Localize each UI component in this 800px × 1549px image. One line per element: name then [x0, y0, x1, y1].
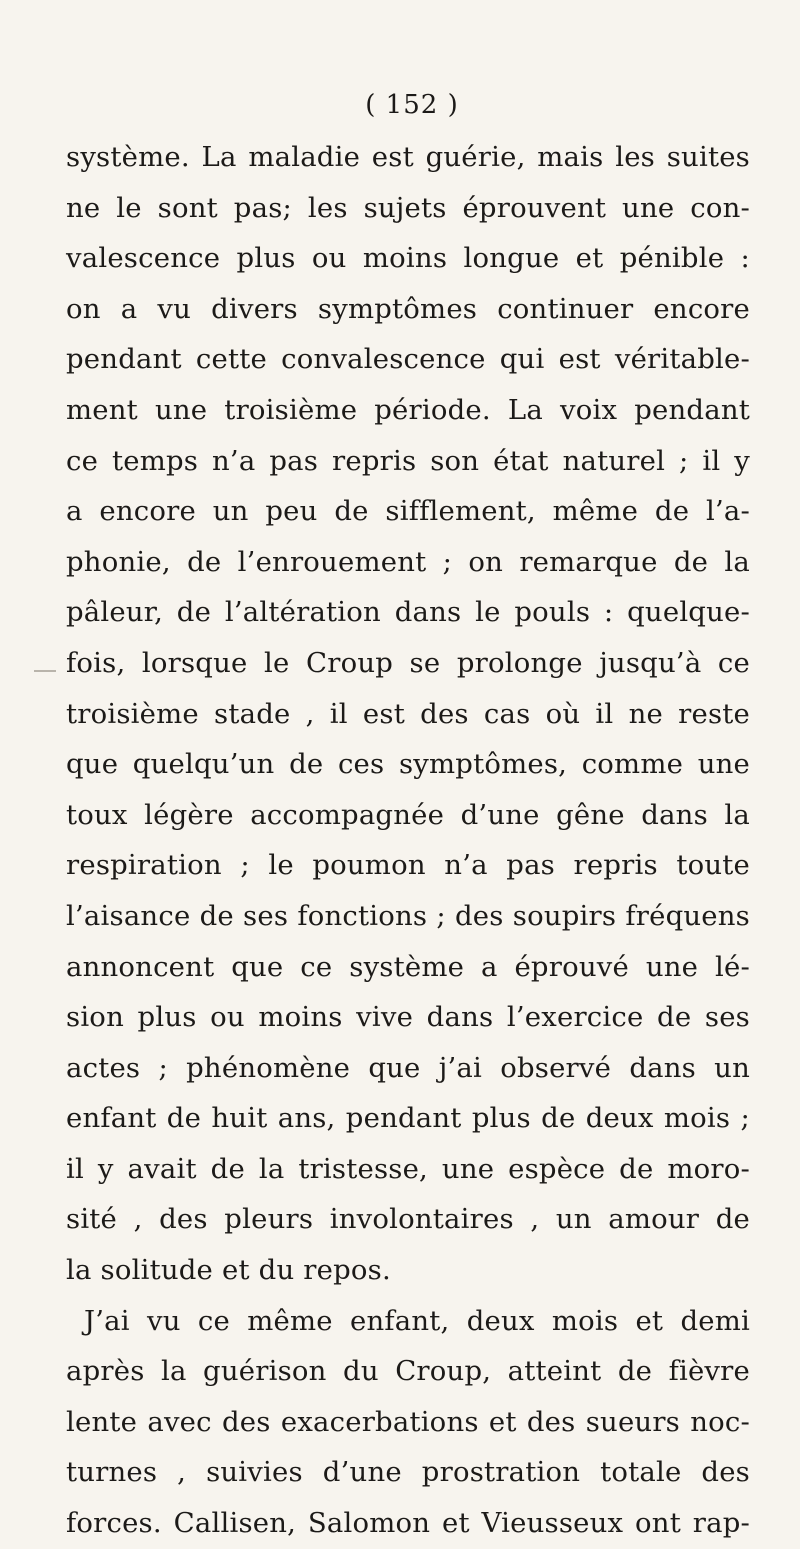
- text-line-19: actes ; phénomène que j’ai observé dans un: [66, 1051, 750, 1084]
- text-line-5: pendant cette convalescence qui est véritable-: [66, 343, 750, 376]
- text-line-24: J’ai vu ce même enfant, deux mois et demi: [84, 1304, 750, 1337]
- text-line-11: fois, lorsque le Croup se prolonge jusqu’à ce: [66, 646, 750, 679]
- text-line-12: troisième stade , il est des cas où il ne reste: [66, 697, 750, 730]
- margin-mark: [34, 670, 56, 672]
- text-line-26: lente avec des exacerbations et des sueurs noc-: [66, 1405, 750, 1438]
- text-line-23: la solitude et du repos.: [66, 1254, 391, 1287]
- text-line-4: on a vu divers symptômes continuer encore: [66, 292, 750, 325]
- text-line-27: turnes , suivies d’une prostration totale des: [66, 1456, 750, 1489]
- text-line-22: sité , des pleurs involontaires , un amour de: [66, 1203, 750, 1236]
- page-number: ( 152 ): [365, 90, 459, 120]
- text-line-7: ce temps n’a pas repris son état naturel ; il y: [66, 444, 750, 477]
- page-body: [66, 132, 750, 1549]
- text-line-9: phonie, de l’enrouement ; on remarque de la: [66, 545, 750, 578]
- text-line-15: respiration ; le poumon n’a pas repris toute: [66, 849, 750, 882]
- text-line-6: ment une troisième période. La voix pendant: [66, 393, 750, 426]
- text-line-20: enfant de huit ans, pendant plus de deux mois ;: [66, 1102, 750, 1135]
- text-line-13: que quelqu’un de ces symptômes, comme une: [66, 748, 750, 781]
- text-line-28: forces. Callisen, Salomon et Vieusseux ont rap-: [66, 1507, 750, 1540]
- text-line-2: ne le sont pas; les sujets éprouvent une con-: [66, 191, 750, 224]
- text-line-18: sion plus ou moins vive dans l’exercice de ses: [66, 1001, 750, 1034]
- text-line-25: après la guérison du Croup, atteint de fièvre: [66, 1355, 750, 1388]
- text-line-3: valescence plus ou moins longue et pénible :: [66, 242, 750, 275]
- text-line-21: il y avait de la tristesse, une espèce de moro-: [66, 1152, 750, 1185]
- text-line-1: système. La maladie est guérie, mais les suites: [66, 141, 750, 173]
- text-line-16: l’aisance de ses fonctions ; des soupirs fréquens: [66, 899, 750, 932]
- text-line-8: a encore un peu de sifflement, même de l’a-: [66, 495, 750, 528]
- text-line-10: pâleur, de l’altération dans le pouls : quelque-: [66, 596, 750, 629]
- text-line-14: toux légère accompagnée d’une gêne dans la: [66, 798, 750, 831]
- text-line-17: annoncent que ce système a éprouvé une lé-: [66, 950, 750, 983]
